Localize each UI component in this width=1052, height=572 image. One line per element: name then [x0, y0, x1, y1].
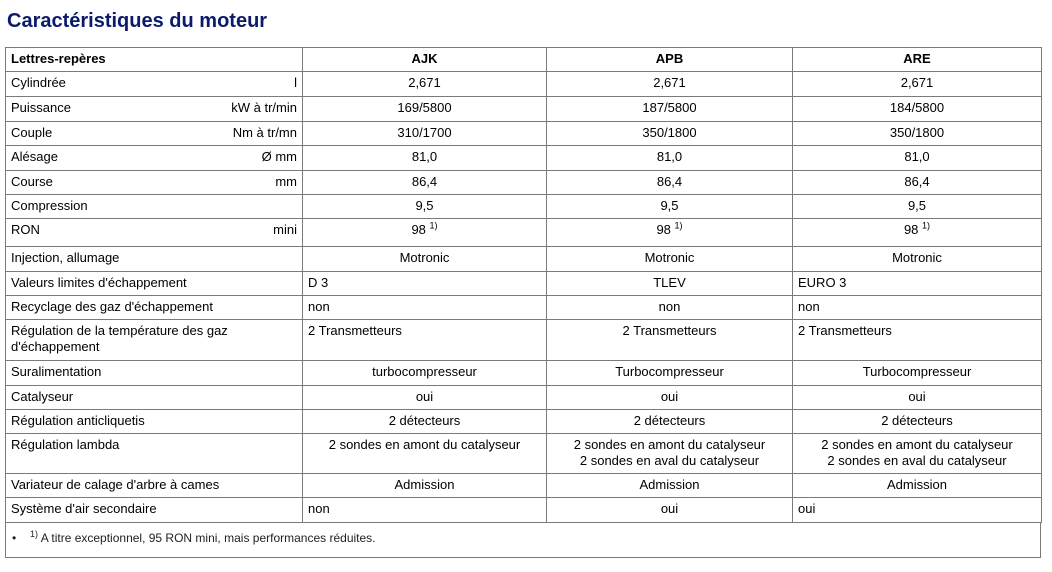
value-cell: 86,4 [793, 171, 1042, 195]
row-label: d'échappement [11, 339, 100, 354]
value-cell: 81,0 [793, 146, 1042, 171]
table-row [6, 195, 1042, 219]
row-label: Cylindrée [11, 75, 66, 90]
bullet: • [12, 531, 17, 545]
footnote-ref: 1) [674, 220, 683, 231]
value-line: 2 sondes en amont du catalyseur [821, 437, 1013, 452]
row-label-cell [6, 171, 303, 195]
row-label-cell [6, 219, 303, 247]
value-cell: 187/5800 [547, 97, 793, 122]
row-label: RON [11, 222, 40, 237]
row-label-cell [6, 320, 303, 361]
value-cell: 2 détecteurs [547, 410, 793, 434]
table-row [6, 361, 1042, 386]
row-label-cell [6, 410, 303, 434]
value-cell: Admission [303, 474, 547, 498]
row-label: Alésage [11, 149, 58, 164]
row-unit: kW à tr/min [231, 100, 297, 115]
table-row [6, 247, 1042, 272]
value-cell: Motronic [793, 247, 1042, 272]
row-label: Recyclage des gaz d'échappement [11, 299, 213, 314]
table-row [6, 72, 1042, 97]
header-code-apb: APB [547, 48, 793, 72]
row-label: Catalyseur [11, 389, 74, 404]
value-cell: 86,4 [547, 171, 793, 195]
footnote [5, 522, 1041, 558]
table-row [6, 498, 1042, 523]
row-unit: Ø mm [261, 149, 297, 164]
table-row [6, 272, 1042, 296]
row-label-cell [6, 272, 303, 296]
footnote-ref: 1) [922, 220, 931, 231]
row-unit: l [294, 75, 297, 90]
value-cell: oui [303, 386, 547, 410]
row-label: Suralimentation [11, 364, 102, 379]
value-cell: 9,5 [303, 195, 547, 219]
table-row [6, 122, 1042, 146]
value-cell: 2 détecteurs [793, 410, 1042, 434]
row-label-cell [6, 146, 303, 171]
row-label-cell [6, 296, 303, 320]
value-cell: 2,671 [303, 72, 547, 97]
row-label: Puissance [11, 100, 71, 115]
row-label-cell [6, 72, 303, 97]
row-label-cell [6, 97, 303, 122]
value-cell: oui [793, 386, 1042, 410]
value-cell: 81,0 [547, 146, 793, 171]
header-row [6, 48, 1042, 72]
value-cell: Turbocompresseur [793, 361, 1042, 386]
value-cell: 350/1800 [547, 122, 793, 146]
value-cell: 2 Transmetteurs [547, 320, 793, 361]
row-label: Variateur de calage d'arbre à cames [11, 477, 220, 492]
value-cell: D 3 [303, 272, 547, 296]
value-text: 98 [903, 222, 919, 237]
row-label-cell [6, 361, 303, 386]
value-text: 98 [411, 222, 426, 237]
value-cell: non [303, 296, 547, 320]
row-label-cell [6, 247, 303, 272]
value-cell [547, 434, 793, 474]
value-cell: TLEV [547, 272, 793, 296]
row-label-cell [6, 195, 303, 219]
value-line: 2 sondes en aval du catalyseur [827, 453, 1007, 468]
value-cell: 86,4 [303, 171, 547, 195]
row-label-cell [6, 434, 303, 474]
row-unit: mm [275, 174, 297, 189]
table-row [6, 296, 1042, 320]
value-cell: Admission [793, 474, 1042, 498]
value-line: 2 sondes en amont du catalyseur [573, 437, 766, 452]
table-row [6, 97, 1042, 122]
table-row [6, 146, 1042, 171]
row-label: Couple [11, 125, 53, 140]
value-cell: Motronic [303, 247, 547, 272]
engine-spec-table [5, 47, 1042, 523]
value-line: 2 sondes en aval du catalyseur [579, 453, 760, 468]
row-label: Course [11, 174, 53, 189]
footnote-marker: 1) [30, 529, 39, 539]
value-cell: 2 Transmetteurs [793, 320, 1042, 361]
value-cell: 9,5 [793, 195, 1042, 219]
value-cell: Motronic [547, 247, 793, 272]
value-cell: 184/5800 [793, 97, 1042, 122]
row-label: Régulation anticliquetis [11, 413, 145, 428]
row-unit: Nm à tr/mn [232, 125, 297, 140]
value-cell [793, 219, 1042, 247]
header-code-ajk: AJK [303, 48, 547, 72]
value-cell [303, 219, 547, 247]
page-title: Caractéristiques du moteur [7, 10, 268, 32]
row-label-cell [6, 498, 303, 523]
table-row [6, 171, 1042, 195]
row-label-cell [6, 386, 303, 410]
value-text: 98 [656, 222, 671, 237]
header-label: Lettres-repères [6, 48, 303, 72]
value-cell: Turbocompresseur [547, 361, 793, 386]
value-cell: turbocompresseur [303, 361, 547, 386]
value-cell: oui [793, 498, 1042, 523]
row-label: Valeurs limites d'échappement [11, 275, 187, 290]
value-cell: 310/1700 [303, 122, 547, 146]
value-cell: 2 Transmetteurs [303, 320, 547, 361]
row-label: Injection, allumage [11, 250, 120, 265]
row-unit: mini [273, 222, 297, 237]
footnote-text: A titre exceptionnel, 95 RON mini, mais performances réduites. [40, 531, 376, 545]
value-cell: 2,671 [793, 72, 1042, 97]
value-cell: 81,0 [303, 146, 547, 171]
value-cell: non [303, 498, 547, 523]
value-cell: 2 détecteurs [303, 410, 547, 434]
value-cell: 2 sondes en amont du catalyseur [303, 434, 547, 474]
footnote-ref: 1) [429, 220, 438, 231]
row-label-cell [6, 122, 303, 146]
table-row [6, 474, 1042, 498]
value-cell: 2,671 [547, 72, 793, 97]
value-cell: oui [547, 386, 793, 410]
value-cell: 350/1800 [793, 122, 1042, 146]
row-label: Compression [11, 198, 88, 213]
row-label-cell [6, 474, 303, 498]
value-cell: Admission [547, 474, 793, 498]
value-cell: 9,5 [547, 195, 793, 219]
table-row [6, 434, 1042, 474]
header-code-are: ARE [793, 48, 1042, 72]
value-cell [793, 434, 1042, 474]
row-label: Régulation lambda [11, 437, 120, 452]
table-row [6, 410, 1042, 434]
value-cell: non [547, 296, 793, 320]
value-cell: non [793, 296, 1042, 320]
value-cell: oui [547, 498, 793, 523]
table-row [6, 320, 1042, 361]
table-row [6, 386, 1042, 410]
value-cell: 169/5800 [303, 97, 547, 122]
table-row [6, 219, 1042, 247]
row-label: Système d'air secondaire [11, 501, 157, 516]
value-cell: EURO 3 [793, 272, 1042, 296]
row-label: Régulation de la température des gaz [11, 323, 228, 338]
value-cell [547, 219, 793, 247]
